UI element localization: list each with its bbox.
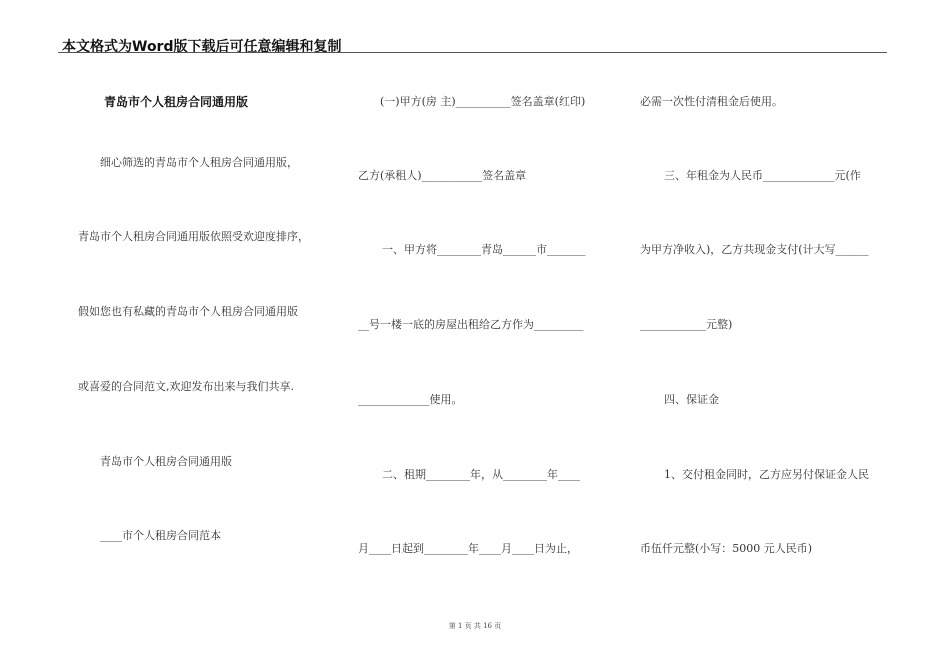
paragraph-line: 为甲方净收入)，乙方共现金支付(计大写______ [640,243,869,256]
paragraph-line: 青岛市个人租房合同通用版 [100,455,232,468]
paragraph-line: 一、甲方将________青岛______市_______ [382,243,586,256]
paragraph-line: (一)甲方(房 主)__________签名盖章(红印) [380,95,586,108]
paragraph-line: 必需一次性付清租金后使用。 [640,95,783,108]
paragraph-line: 1、交付租金同时，乙方应另付保证金人民 [664,468,869,481]
paragraph-line: 青岛市个人租房合同通用版依照受欢迎度排序， [78,230,309,243]
paragraph-line: 二、租期________年，从________年____ [382,468,580,481]
document-title: 青岛市个人租房合同通用版 [104,95,249,109]
header-divider [58,52,887,53]
document-header: 本文格式为Word版下载后可任意编辑和复制 [62,39,342,55]
paragraph-line: 月____日起到________年____月____日为止， [358,542,578,555]
paragraph-line: __号一楼一底的房屋出租给乙方作为_________ [358,318,584,331]
paragraph-line: 乙方(承租人)___________签名盖章 [358,169,527,182]
paragraph-line: _____________使用。 [358,393,463,406]
paragraph-line: 币伍仟元整(小写：5000 元人民币) [640,542,813,555]
paragraph-line: 细心筛选的青岛市个人租房合同通用版， [100,156,298,169]
paragraph-line: ____市个人租房合同范本 [100,529,221,542]
page-number: 第 1 页 共 16 页 [448,622,502,630]
paragraph-line: 三、年租金为人民币_____________元(作 [664,169,861,182]
paragraph-line: 或喜爱的合同范文,欢迎发布出来与我们共享. [78,380,294,393]
paragraph-line: ____________元整) [640,318,733,331]
paragraph-line: 假如您也有私藏的青岛市个人租房合同通用版 [78,305,298,318]
paragraph-line: 四、保证金 [664,393,719,406]
